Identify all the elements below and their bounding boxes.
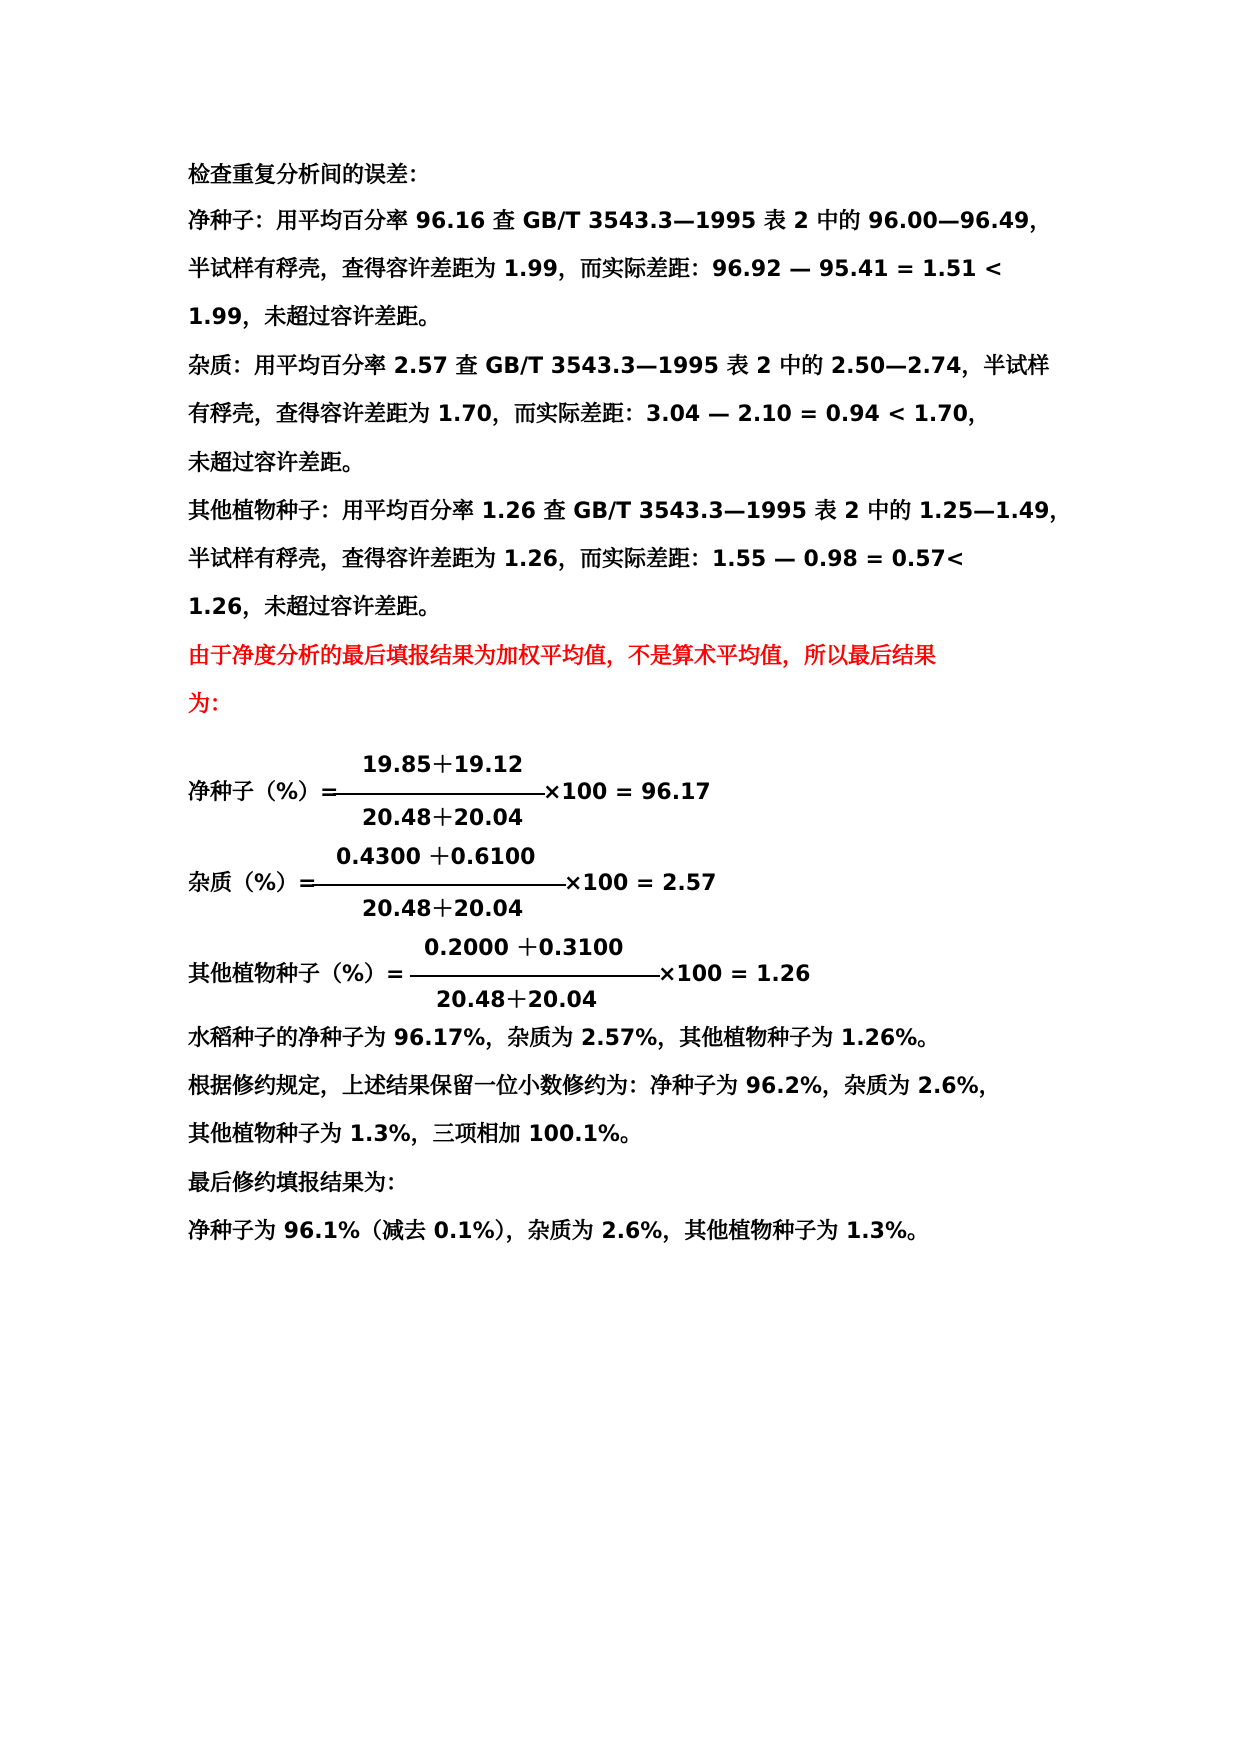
final-heading: 最后修约填报结果为： xyxy=(188,1171,409,1196)
formula-denominator: 20.48＋20.04 xyxy=(436,988,598,1013)
formula-label: 杂质（%）= xyxy=(188,871,317,896)
fraction-bar xyxy=(333,793,545,795)
formula-result: ×100 = 96.17 xyxy=(543,780,711,805)
pure-seed-check-line-3: 1.99，未超过容许差距。 xyxy=(188,305,441,330)
pure-seed-check-line-1: 净种子：用平均百分率 96.16 查 GB/T 3543.3—1995 表 2 中的 96.00—96.49， xyxy=(188,209,1052,234)
final-result-line: 净种子为 96.1%（减去 0.1%），杂质为 2.6%，其他植物种子为 1.3%。 xyxy=(188,1219,930,1244)
other-seed-check-line-1: 其他植物种子：用平均百分率 1.26 查 GB/T 3543.3—1995 表 2 中的 1.25—1.49， xyxy=(188,499,1072,524)
summary-line: 水稻种子的净种子为 96.17%，杂质为 2.57%，其他植物种子为 1.26%。 xyxy=(188,1026,940,1051)
formula-numerator: 0.2000 ＋0.3100 xyxy=(424,936,624,961)
rounding-line-2: 其他植物种子为 1.3%，三项相加 100.1%。 xyxy=(188,1122,642,1147)
formula-denominator: 20.48＋20.04 xyxy=(362,897,524,922)
rounding-line-1: 根据修约规定，上述结果保留一位小数修约为：净种子为 96.2%，杂质为 2.6%， xyxy=(188,1074,1001,1099)
other-seed-check-line-2: 半试样有稃壳，查得容许差距为 1.26，而实际差距：1.55 — 0.98 = 0.57< xyxy=(188,547,965,572)
fraction-bar xyxy=(312,884,566,886)
section-heading: 检查重复分析间的误差： xyxy=(188,163,431,188)
formula-label: 净种子（%）= xyxy=(188,780,339,805)
pure-seed-check-line-2: 半试样有稃壳，查得容许差距为 1.99，而实际差距：96.92 — 95.41 = 1.51 < xyxy=(188,257,1003,282)
weighted-average-note-line-2: 为： xyxy=(188,692,233,717)
weighted-average-note-line-1: 由于净度分析的最后填报结果为加权平均值，不是算术平均值，所以最后结果 xyxy=(188,644,937,669)
formula-numerator: 0.4300 ＋0.6100 xyxy=(336,845,536,870)
formula-label: 其他植物种子（%）= xyxy=(188,962,405,987)
impurity-check-line-2: 有稃壳，查得容许差距为 1.70，而实际差距：3.04 — 2.10 = 0.94 < 1.70， xyxy=(188,402,990,427)
impurity-check-line-1: 杂质：用平均百分率 2.57 查 GB/T 3543.3—1995 表 2 中的 2.50—2.74，半试样 xyxy=(188,354,1050,379)
fraction-bar xyxy=(410,975,660,977)
impurity-check-line-3: 未超过容许差距。 xyxy=(188,451,365,476)
formula-result: ×100 = 2.57 xyxy=(564,871,717,896)
formula-denominator: 20.48＋20.04 xyxy=(362,806,524,831)
formula-result: ×100 = 1.26 xyxy=(658,962,811,987)
other-seed-check-line-3: 1.26，未超过容许差距。 xyxy=(188,595,441,620)
formula-numerator: 19.85＋19.12 xyxy=(362,753,524,778)
